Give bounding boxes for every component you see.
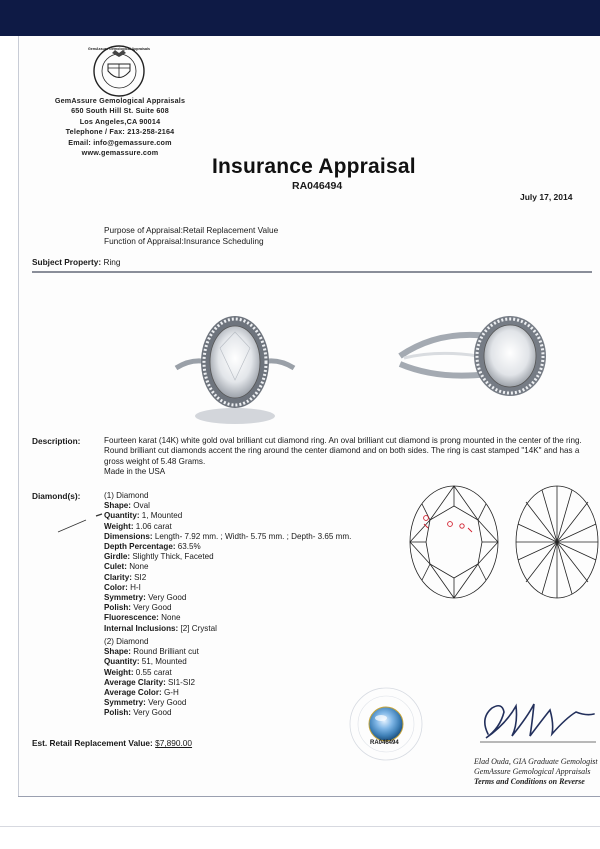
- seal-number: RA046494: [370, 740, 399, 746]
- diamond1-row: Polish: Very Good: [104, 603, 172, 613]
- diamond1-row: Depth Percentage: 63.5%: [104, 542, 201, 552]
- company-email: Email: info@gemassure.com: [68, 137, 172, 147]
- purpose-block: [104, 225, 278, 247]
- terms-note: Terms and Conditions on Reverse: [474, 777, 585, 787]
- diamond2-row: Weight: 0.55 carat: [104, 667, 172, 677]
- logo-text: GemAssure Gemological Appraisals: [88, 47, 150, 51]
- diamond2-row: Shape: Round Brilliant cut: [104, 647, 199, 657]
- diamond1-row: Fluorescence: None: [104, 613, 181, 623]
- diamond1-row: Weight: 1.06 carat: [104, 521, 172, 531]
- subject-value: Ring: [103, 257, 121, 267]
- company-address-line2: Los Angeles,CA 90014: [79, 116, 161, 126]
- description-body: Fourteen karat (14K) white gold oval brilliant cut diamond ring. An oval brilliant cut diamond is prong mounted in the center of the ring. Round brilliant cut diamonds accent the ring around the center diamond and on both sides. The ring is cast stamped "14K" and has a gross weight of 5.48 Grams.: [104, 436, 582, 466]
- scan-bottom-edge: [0, 826, 600, 827]
- purpose-of-appraisal: Purpose of Appraisal:Retail Replacement Value: [104, 225, 279, 235]
- appraiser-company: GemAssure Gemological Appraisals: [474, 767, 591, 777]
- scanner-top-band: [0, 0, 600, 36]
- diamond1-row: Clarity: SI2: [104, 572, 147, 582]
- company-name: GemAssure Gemological Appraisals: [54, 96, 186, 105]
- function-of-appraisal: Function of Appraisal:Insurance Scheduling: [104, 236, 264, 246]
- diamond2-details: [104, 637, 199, 719]
- company-phone: Telephone / Fax: 213-258-2164: [65, 127, 175, 137]
- diamond2-heading: (2) Diamond: [104, 637, 149, 646]
- hologram-seal-icon: [346, 682, 426, 762]
- diamond2-row: Symmetry: Very Good: [104, 698, 187, 708]
- appraisal-date: July 17, 2014: [520, 192, 573, 202]
- diamond1-row: Quantity: 1, Mounted: [104, 511, 183, 521]
- company-website: www.gemassure.com: [81, 148, 159, 158]
- company-block: [40, 96, 200, 158]
- diamond1-heading: (1) Diamond: [104, 491, 149, 500]
- diamond1-row: Girdle: Slightly Thick, Faceted: [104, 552, 214, 562]
- description-label: Description:: [32, 436, 81, 446]
- description-text: [104, 436, 598, 478]
- diamond1-details: [104, 491, 351, 634]
- estimated-value: [32, 738, 192, 748]
- company-address-line1: 650 South Hill St. Suite 608: [71, 106, 169, 116]
- diamond1-row: Dimensions: Length- 7.92 mm. ; Width- 5.75 mm. ; Depth- 3.65 mm.: [104, 531, 352, 541]
- diamond1-row: Culet: None: [104, 562, 149, 572]
- estimated-value-amount: $7,890.00: [155, 738, 193, 748]
- appraisal-number: RA046494: [292, 180, 343, 192]
- ring-photo-side: [398, 300, 554, 412]
- ring-photo-front: [172, 310, 298, 430]
- oval-crown-plot-diagram: [408, 484, 500, 600]
- section-divider: [32, 271, 592, 273]
- document-bottom-edge: [18, 796, 600, 797]
- pen-mark-icon: [56, 512, 104, 534]
- diamond2-row: Average Color: G-H: [104, 688, 179, 698]
- appraiser-name: Elad Ouda, GIA Graduate Gemologist: [474, 757, 598, 766]
- diamonds-label: Diamond(s):: [32, 491, 81, 501]
- estimated-value-label: Est. Retail Replacement Value:: [32, 738, 153, 748]
- appraiser-block: [474, 757, 598, 788]
- gemassure-logo-icon: [84, 44, 154, 98]
- document-title: Insurance Appraisal: [212, 155, 416, 178]
- made-in: Made in the USA: [104, 467, 166, 477]
- subject-label: Subject Property:: [32, 257, 102, 267]
- subject-property: [32, 257, 121, 267]
- diamond1-row: Symmetry: Very Good: [104, 593, 187, 603]
- diamond1-row: Color: H-I: [104, 582, 141, 592]
- oval-pavilion-diagram: [514, 484, 600, 600]
- diamond1-row: Internal Inclusions: [2] Crystal: [104, 623, 217, 633]
- diamond2-row: Quantity: 51, Mounted: [104, 657, 187, 667]
- diamond2-row: Average Clarity: SI1-SI2: [104, 677, 196, 687]
- inclusion-marks: [424, 516, 472, 532]
- appraiser-signature: [476, 694, 598, 746]
- diamond1-row: Shape: Oval: [104, 501, 150, 511]
- diamond2-row: Polish: Very Good: [104, 708, 172, 718]
